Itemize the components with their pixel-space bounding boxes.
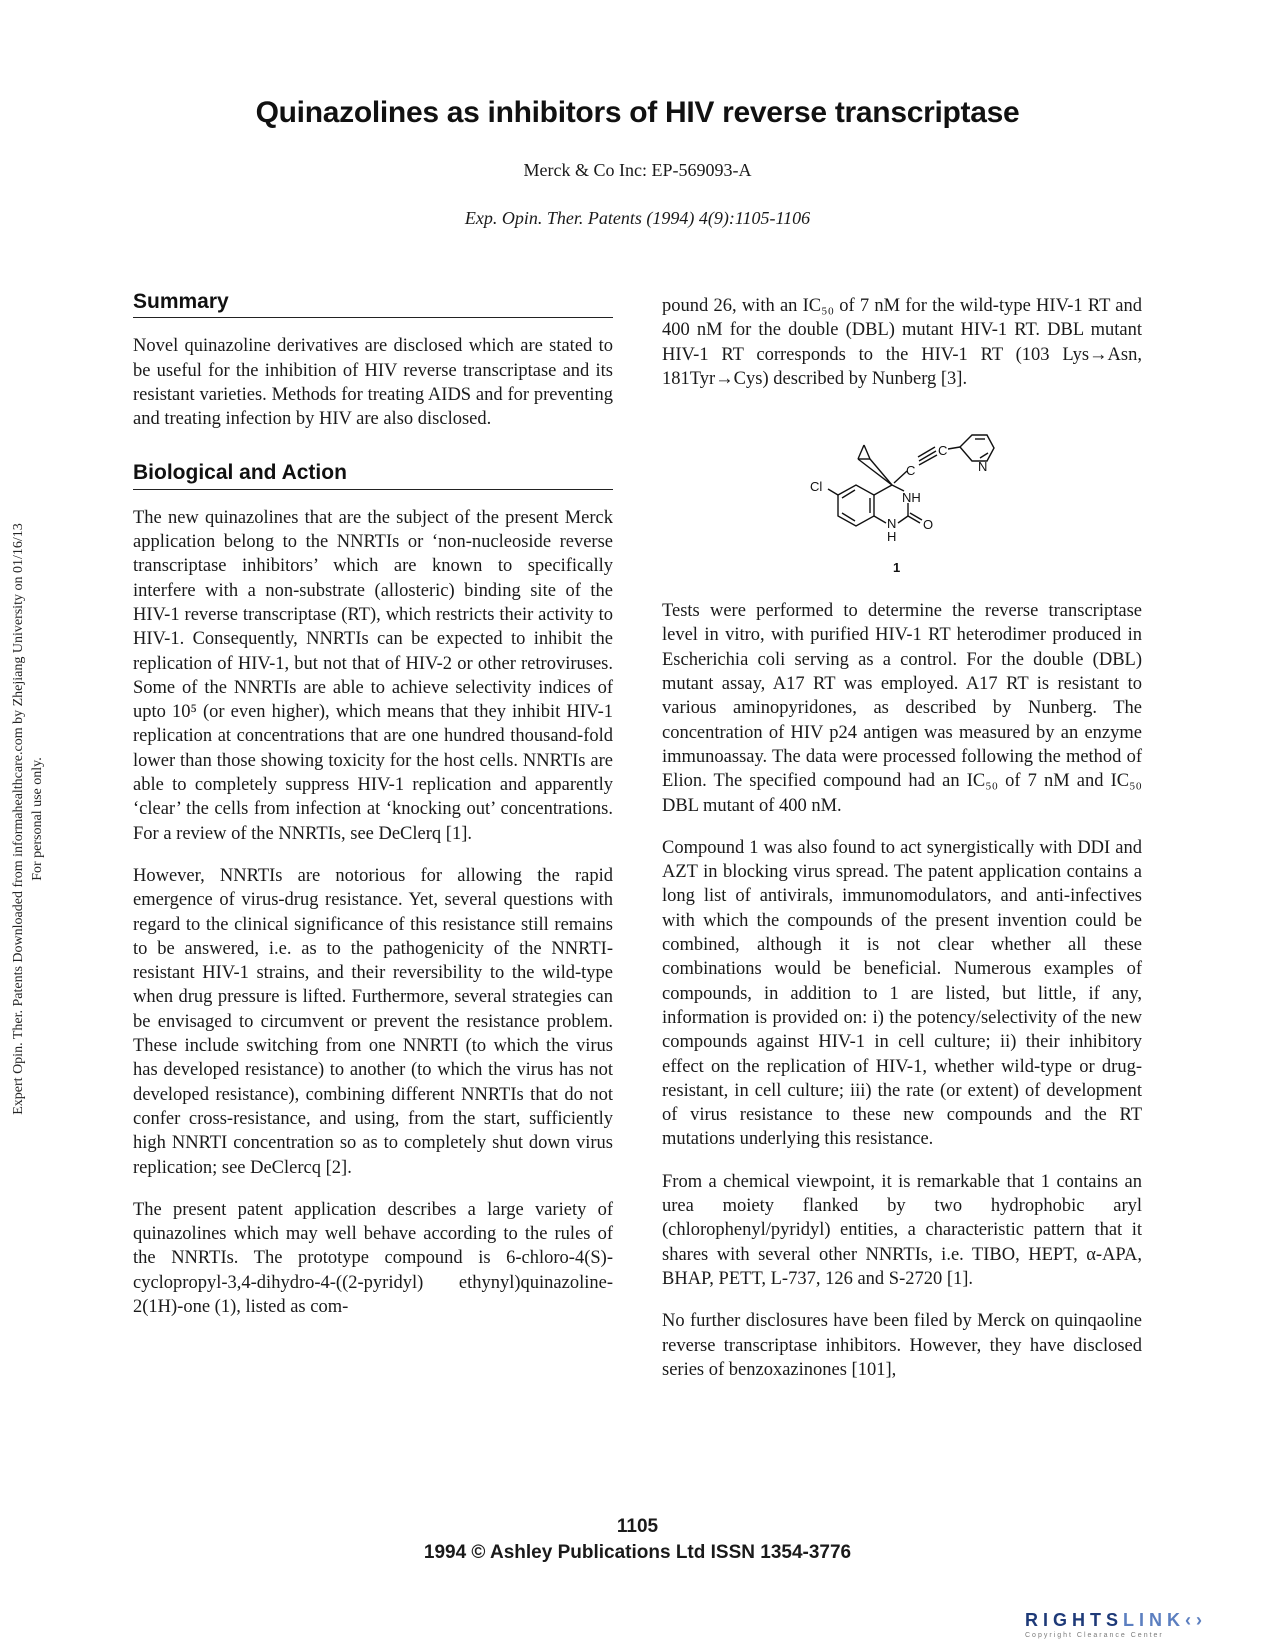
body-paragraph: The present patent application describes a large variety of quinazolines which may well behave according to the rules of the NNRTIs. The prototype compound is 6-chloro-4(S)-cyclopropyl-3,4-dihydro-4-((2-pyridyl) ethynyl)quinazoline-2(1H)-one (1), listed as com- bbox=[133, 1199, 613, 1317]
body-paragraph: From a chemical viewpoint, it is remarkable that 1 contains an urea moiety flanked by two hydrophobic aryl (chlorophenyl/pyridyl) entities, a characteristic pattern that it shares with several other NNRTIs, i.e. TIBO, HEPT, α-APA, BHAP, PETT, L-737, 126 and S-2720 [1]. bbox=[662, 1171, 1142, 1289]
atom-label-nh: NH bbox=[902, 490, 921, 506]
atom-label-n: N bbox=[887, 516, 897, 532]
right-column bbox=[662, 294, 1142, 1400]
body-paragraph: Compound 1 was also found to act synergistically with DDI and AZT in blocking virus spread. The patent application contains a long list of antivirals, immunomodulators, and anti-infectives with which the compounds of the present invention could be combined, although it is not clear whether all these combinations would be beneficial. Numerous examples of compounds, in addition to 1 are listed, but little, if any, information is provided on: i) the potency/selectivity of the new compounds against HIV-1 in cell culture; ii) their inhibitory effect on the replication of HIV-1, whether wild-type or drug-resistant, in cell culture; iii) the rate (or extent) of development of virus resistance to these new compounds and the RT mutations underlying this resistance. bbox=[662, 837, 1142, 1150]
chemical-structure-figure bbox=[662, 415, 1142, 585]
patent-assignee: Merck & Co Inc: EP-569093-A bbox=[523, 160, 752, 180]
download-notice-sidebar bbox=[0, 0, 56, 1651]
download-notice-line2: For personal use only. bbox=[30, 757, 45, 881]
copyright-line: 1994 © Ashley Publications Ltd ISSN 1354-3776 bbox=[423, 1542, 852, 1563]
rightslink-logo-light: LINK bbox=[1123, 1610, 1186, 1630]
rightslink-arrow-icon: ‹› bbox=[1185, 1610, 1208, 1630]
atom-label-o: O bbox=[923, 517, 934, 533]
quinazolinone-structure-drawing bbox=[782, 415, 1022, 585]
left-column bbox=[133, 290, 613, 1337]
atom-label-c: C bbox=[906, 463, 916, 479]
atom-label-h: H bbox=[887, 529, 897, 545]
compound-number-label: 1 bbox=[893, 560, 901, 576]
article-title: Quinazolines as inhibitors of HIV reverse transcriptase bbox=[255, 96, 1020, 129]
body-paragraph: Tests were performed to determine the reverse transcriptase level in vitro, with purified HIV-1 RT heterodimer produced in Escherichia coli serving as a control. For the double (DBL) mutant assay, A17 RT was employed. A17 RT is resistant to various aminopyridones, as described by Nunberg. The concentration of HIV p24 antigen was measured by an enzyme immunoassay. The data were processed following the method of Elion. The specified compound had an IC₅₀ of 7 nM and IC₅₀ DBL mutant of 400 nM. bbox=[662, 601, 1142, 816]
download-notice-line1: Expert Opin. Ther. Patents Downloaded from informahealthcare.com by Zhejiang University on 01/16/13 bbox=[11, 523, 26, 1115]
atom-label-n-pyridine: N bbox=[978, 459, 988, 475]
body-paragraph: pound 26, with an IC₅₀ of 7 nM for the wild-type HIV-1 RT and 400 nM for the double (DBL) mutant HIV-1 RT. DBL mutant HIV-1 RT corresponds to the HIV-1 RT (103 Lys→Asn, 181Tyr→Cys) described by Nunberg [3]. bbox=[662, 296, 1142, 389]
page-number: 1105 bbox=[616, 1516, 659, 1537]
summary-heading: Summary bbox=[133, 290, 613, 318]
body-paragraph: The new quinazolines that are the subject of the present Merck application belong to the NNRTIs or ‘non-nucleoside reverse transcriptase inhibitors’ which are known to specifically interfere with a non-substrate (allosteric) binding site of the HIV-1 reverse transcriptase (RT), which restricts their activity to HIV-1. Consequently, NNRTIs can be expected to inhibit the replication of HIV-1, but not that of HIV-2 or other retroviruses. Some of the NNRTIs are able to achieve selectivity indices of upto 10⁵ (or even higher), which means that they inhibit HIV-1 replication at concentrations that are one hundred thousand-fold lower than those showing toxicity for the host cells. NNRTIs are able to completely suppress HIV-1 replication and apparently ‘clear’ the cells from infection at ‘knocking out’ concentrations. For a review of the NNRTIs, see DeClerq [1]. bbox=[133, 507, 613, 844]
journal-citation: Exp. Opin. Ther. Patents (1994) 4(9):1105-1106 bbox=[464, 208, 811, 228]
atom-label-c: C bbox=[938, 443, 948, 459]
body-paragraph: However, NNRTIs are notorious for allowing the rapid emergence of virus-drug resistance. Yet, several questions with regard to the clinical significance of this resistance still remains to be answered, i.e. as to the pathogenicity of the NNRTI-resistant HIV-1 strains, and their reversibility to the wild-type when drug pressure is lifted. Furthermore, several strategies can be envisaged to circumvent or prevent the resistance problem. These include switching from one NNRTI (to which the virus has developed resistance) to another (to which the virus has not developed resistance), combining different NNRTIs that do not confer cross-resistance, and using, from the start, sufficiently high NNRTI concentration so as to completely shut down virus replication; see DeClercq [2]. bbox=[133, 865, 613, 1178]
atom-label-cl: Cl bbox=[810, 479, 823, 495]
body-paragraph: No further disclosures have been filed by Merck on quinqaoline reverse transcriptase inhibitors. However, they have disclosed series of benzoxazinones [101], bbox=[662, 1311, 1142, 1380]
summary-text: Novel quinazoline derivatives are disclosed which are stated to be useful for the inhibition of HIV reverse transcriptase and its resistant varieties. Methods for treating AIDS and for preventing and treating infection by HIV are also disclosed. bbox=[133, 336, 613, 430]
rightslink-tagline: Copyright Clearance Center bbox=[1025, 1632, 1164, 1639]
rightslink-logo-strong: RIGHTS bbox=[1025, 1610, 1124, 1630]
biological-action-heading: Biological and Action bbox=[133, 461, 613, 489]
rightslink-logo[interactable] bbox=[1025, 1610, 1255, 1639]
